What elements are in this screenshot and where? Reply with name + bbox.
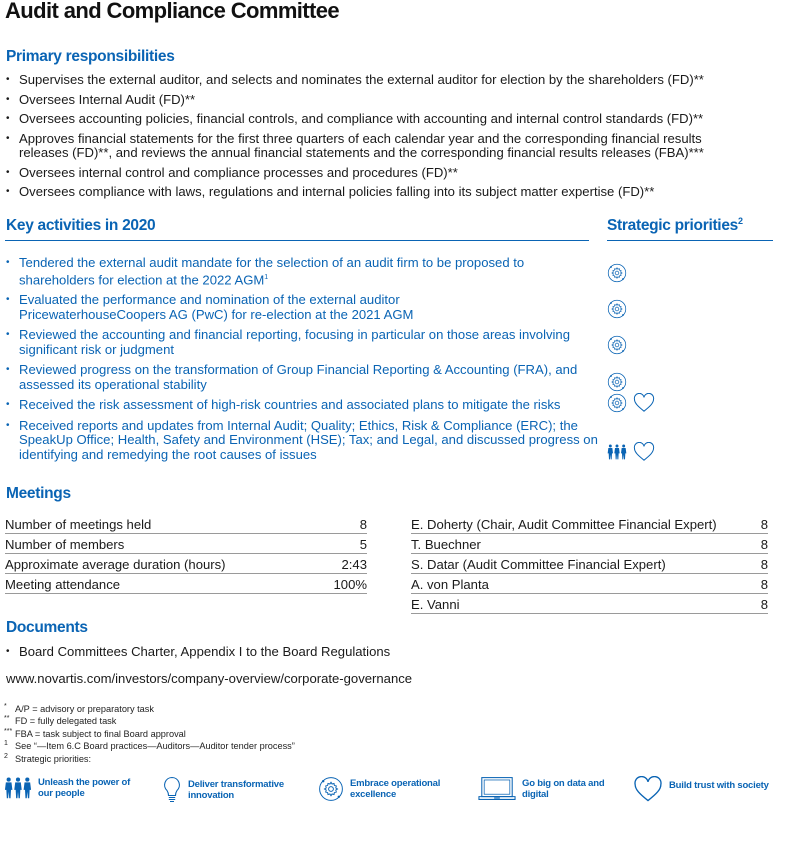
document-link[interactable]: • Board Committees Charter, Appendix I to the Board Regulations bbox=[3, 645, 603, 660]
legend-label-line: Build trust with society bbox=[669, 780, 769, 791]
strategic-priorities-rule bbox=[607, 240, 773, 241]
stat-label: Number of members bbox=[5, 534, 319, 554]
member-name: S. Datar (Audit Committee Financial Expert) bbox=[411, 554, 760, 574]
footnote-text: See “—Item 6.C Board practices—Auditors—Auditor tender process” bbox=[15, 741, 295, 752]
stat-label: Approximate average duration (hours) bbox=[5, 554, 319, 574]
legend-label-line: our people bbox=[38, 788, 85, 799]
legend-label bbox=[350, 778, 440, 800]
footnote-mark: ** bbox=[4, 715, 10, 723]
stat-value: 8 bbox=[319, 514, 367, 534]
table-row bbox=[5, 534, 367, 554]
list-item: • Oversees Internal Audit (FD)** bbox=[3, 93, 788, 108]
page-title: Audit and Compliance Committee bbox=[5, 0, 340, 23]
legend-data-digital bbox=[478, 776, 604, 802]
trust-society-icon bbox=[633, 393, 655, 413]
footnotes bbox=[4, 703, 295, 765]
activity-text: Reviewed the accounting and financial reporting, focusing in particular on those areas involving significant risk or judgment bbox=[19, 327, 570, 357]
table-row bbox=[5, 554, 367, 574]
table-row bbox=[411, 574, 768, 594]
member-attendance: 8 bbox=[760, 574, 768, 594]
footnote-ref: 1 bbox=[264, 273, 269, 281]
footnote bbox=[4, 715, 295, 727]
list-item bbox=[3, 363, 604, 392]
legend-label-line: Go big on data and bbox=[522, 778, 605, 789]
priority-icons-row bbox=[607, 372, 627, 392]
list-item bbox=[3, 256, 559, 287]
people-icon bbox=[607, 443, 627, 461]
table-row bbox=[411, 534, 768, 554]
documents-heading: Documents bbox=[6, 619, 88, 636]
key-activities-rule bbox=[5, 240, 589, 241]
primary-responsibilities-heading: Primary responsibilities bbox=[6, 48, 175, 65]
heart-icon bbox=[633, 776, 663, 803]
footnote-mark: * bbox=[4, 703, 7, 710]
priority-icons-row bbox=[607, 299, 627, 319]
legend-people bbox=[4, 776, 130, 800]
activity-text: Received the risk assessment of high-risk countries and associated plans to mitigate the risks bbox=[19, 397, 561, 413]
list-item: • Oversees compliance with laws, regulations and internal policies falling into its subject matter expertise (FD)** bbox=[3, 185, 788, 200]
table-row bbox=[411, 554, 768, 574]
footnote-mark: *** bbox=[4, 727, 13, 735]
legend-label bbox=[38, 777, 130, 799]
member-attendance: 8 bbox=[760, 554, 768, 574]
footnote-text: FD = fully delegated task bbox=[15, 716, 117, 727]
operational-excellence-icon bbox=[607, 393, 627, 413]
footnote bbox=[4, 703, 295, 715]
stat-value: 5 bbox=[319, 534, 367, 554]
legend-label-line: Deliver transformative bbox=[188, 779, 284, 790]
list-item bbox=[3, 293, 459, 322]
activity-text: Tendered the external audit mandate for the selection of an audit firm to be proposed to shareholders for election at the 2022 AGM bbox=[19, 255, 525, 287]
footnote-ref: 2 bbox=[737, 216, 743, 226]
legend-trust-society bbox=[633, 776, 769, 803]
operational-excellence-icon bbox=[607, 372, 627, 392]
governance-url-link[interactable]: www.novartis.com/investors/company-overview/corporate-governance bbox=[6, 671, 413, 686]
legend-operational-excellence bbox=[318, 776, 440, 802]
stat-value: 2:43 bbox=[319, 554, 367, 574]
table-row bbox=[5, 514, 367, 534]
list-item: • Approves financial statements for the first three quarters of each calendar year and the corresponding financial results releases (FD)**, and reviews the annual financial statements and the corresponding financial results releases (FBA)*** bbox=[3, 132, 754, 161]
activities-list bbox=[3, 255, 598, 468]
meeting-stats-table bbox=[5, 514, 367, 594]
footnote bbox=[4, 753, 295, 765]
list-item: • Oversees accounting policies, financial controls, and compliance with accounting and internal control standards (FD)** bbox=[3, 112, 788, 127]
legend-label bbox=[188, 779, 284, 801]
list-item bbox=[3, 328, 579, 357]
legend-label-line: innovation bbox=[188, 790, 235, 801]
stat-label: Number of meetings held bbox=[5, 514, 319, 534]
list-item bbox=[3, 398, 593, 413]
member-name: A. von Planta bbox=[411, 574, 760, 594]
legend-label-line: Unleash the power of bbox=[38, 777, 131, 788]
operational-excellence-icon bbox=[607, 263, 627, 283]
list-item bbox=[3, 419, 599, 463]
meetings-heading: Meetings bbox=[6, 485, 71, 502]
priority-icons-row bbox=[607, 335, 627, 355]
footnote bbox=[4, 728, 295, 740]
priority-icons-row bbox=[607, 263, 627, 283]
activity-text: Received reports and updates from Internal Audit; Quality; Ethics, Risk & Compliance (ERC); the SpeakUp Office; Health, Safety and Environment (HSE); Tax; and Legal, and discussed progress on identifying and remedying the root causes of issues bbox=[19, 417, 598, 462]
trust-society-icon bbox=[633, 442, 655, 462]
legend-label bbox=[522, 778, 604, 800]
stat-value: 100% bbox=[319, 574, 367, 594]
footnote-text: A/P = advisory or preparatory task bbox=[15, 704, 154, 714]
table-row bbox=[411, 514, 768, 534]
priority-icons-row bbox=[607, 393, 655, 413]
member-attendance: 8 bbox=[760, 594, 768, 614]
priority-icons-row bbox=[607, 442, 655, 462]
responsibilities-list bbox=[3, 73, 788, 205]
footnote-text: Strategic priorities: bbox=[15, 753, 92, 764]
activity-text: Reviewed progress on the transformation of Group Financial Reporting & Accounting (FRA), and assessed its operational stability bbox=[19, 362, 578, 392]
documents-list bbox=[3, 645, 603, 660]
legend-label bbox=[669, 780, 769, 791]
member-name: E. Vanni bbox=[411, 594, 760, 614]
list-item: • Supervises the external auditor, and selects and nominates the external auditor for election by the shareholders (FD)** bbox=[3, 73, 788, 88]
stat-label: Meeting attendance bbox=[5, 574, 319, 594]
people-icon bbox=[4, 776, 32, 800]
activity-text: Evaluated the performance and nomination of the external auditor PricewaterhouseCoopers AG (PwC) for re-election at the 2021 AGM bbox=[19, 292, 414, 322]
legend-label-line: Embrace operational bbox=[350, 778, 441, 789]
footnote-text: FBA = task subject to final Board approval bbox=[15, 728, 186, 739]
member-attendance-table bbox=[411, 514, 768, 614]
member-name: E. Doherty (Chair, Audit Committee Financial Expert) bbox=[411, 514, 760, 534]
table-row bbox=[411, 594, 768, 614]
strategic-priorities-heading bbox=[607, 217, 743, 235]
legend-innovation bbox=[162, 776, 284, 804]
member-attendance: 8 bbox=[760, 534, 768, 554]
key-activities-heading: Key activities in 2020 bbox=[6, 217, 156, 234]
gear-cycle-icon bbox=[318, 776, 344, 802]
operational-excellence-icon bbox=[607, 299, 627, 319]
strategic-priorities-label: Strategic priorities bbox=[607, 217, 738, 234]
footnote bbox=[4, 740, 295, 752]
list-item: • Oversees internal control and compliance processes and procedures (FD)** bbox=[3, 166, 788, 181]
member-name: T. Buechner bbox=[411, 534, 760, 554]
legend-label-line: digital bbox=[522, 789, 549, 800]
member-attendance: 8 bbox=[760, 514, 768, 534]
laptop-icon bbox=[478, 776, 516, 802]
table-row bbox=[5, 574, 367, 594]
lightbulb-icon bbox=[162, 776, 182, 804]
legend-label-line: excellence bbox=[350, 789, 397, 800]
operational-excellence-icon bbox=[607, 335, 627, 355]
footnote-mark: 1 bbox=[4, 740, 8, 748]
footnote-mark: 2 bbox=[4, 752, 8, 760]
